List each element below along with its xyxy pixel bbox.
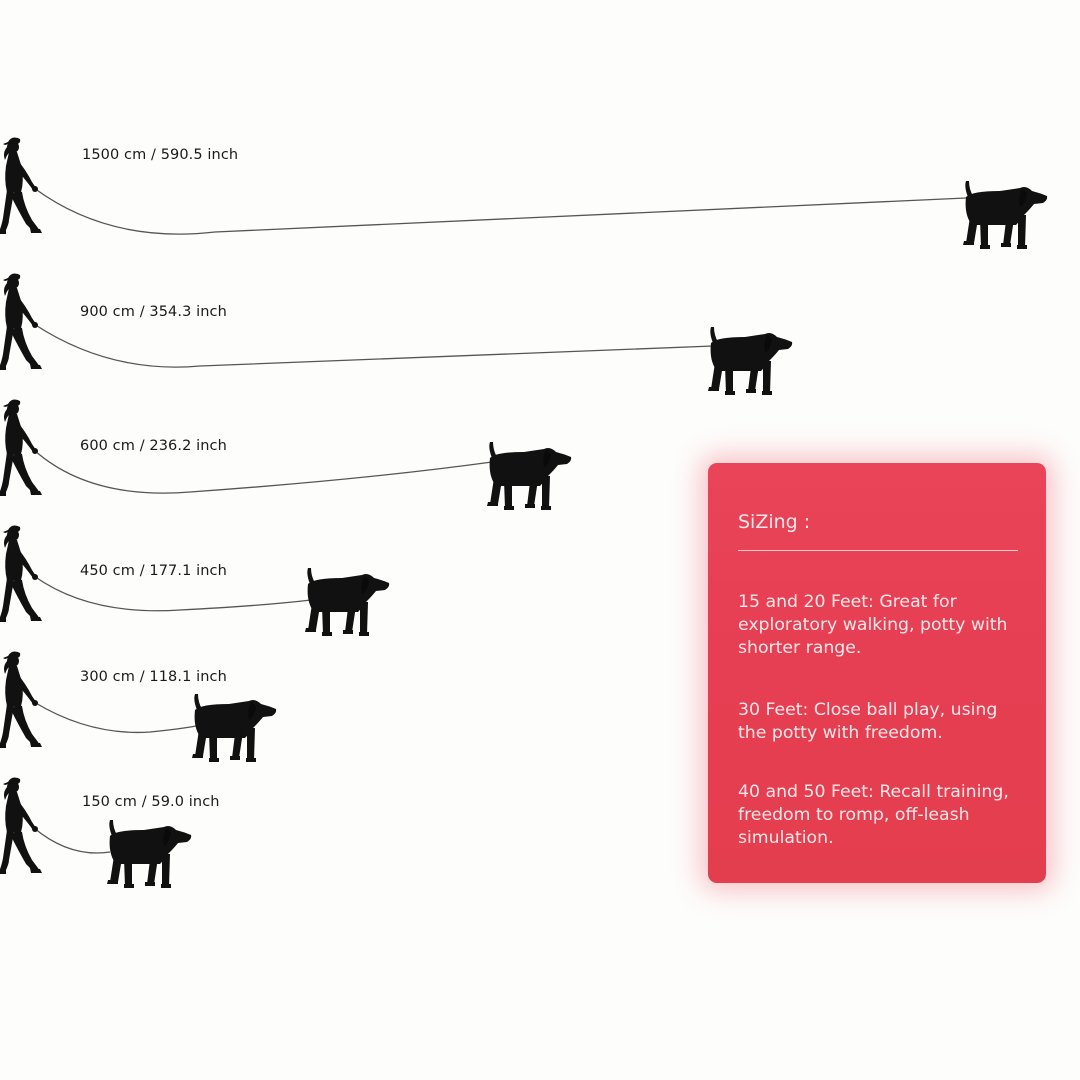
leash-line-1500cm [34,188,966,234]
person-walking-icon [0,526,42,622]
length-label-900cm: 900 cm / 354.3 inch [80,304,227,320]
person-walking-icon [0,274,42,370]
dog-icon [305,568,389,636]
length-label-150cm: 150 cm / 59.0 inch [82,794,220,810]
dog-icon [963,181,1047,249]
length-label-300cm: 300 cm / 118.1 inch [80,669,227,685]
sizing-card [708,463,1046,883]
dog-icon [487,442,571,510]
length-label-600cm: 600 cm / 236.2 inch [80,438,227,454]
sizing-paragraph: 30 Feet: Close ball play, using the potty with freedom. [738,700,998,743]
person-walking-icon [0,138,42,234]
person-walking-icon [0,778,42,874]
length-label-450cm: 450 cm / 177.1 inch [80,563,227,579]
leash-line-450cm [34,576,311,611]
person-walking-icon [0,652,42,748]
leash-line-600cm [34,450,492,493]
person-walking-icon [0,400,42,496]
sizing-title: SiZing : [738,511,811,533]
length-label-1500cm: 1500 cm / 590.5 inch [82,147,239,163]
dog-icon [107,820,191,888]
leash-line-300cm [34,702,196,732]
dog-icon [708,327,792,395]
dog-icon [192,694,276,762]
leash-line-150cm [34,828,110,853]
sizing-divider [738,550,1018,551]
sizing-paragraph: 40 and 50 Feet: Recall training, freedom to romp, off-leash simulation. [738,782,1009,848]
leash-line-900cm [34,324,713,367]
sizing-paragraph: 15 and 20 Feet: Great for exploratory walking, potty with shorter range. [738,592,1008,658]
